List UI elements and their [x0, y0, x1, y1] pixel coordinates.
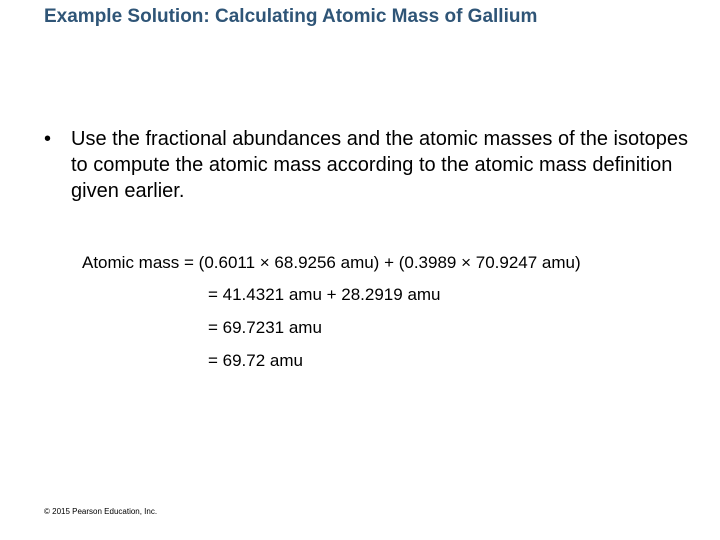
equation-line-1: Atomic mass = (0.6011 × 68.9256 amu) + (0.3989 × 70.9247 amu)	[82, 253, 581, 272]
copyright-notice: © 2015 Pearson Education, Inc.	[44, 507, 158, 516]
equation-line-4: = 69.72 amu	[208, 351, 303, 370]
equation-line-2: = 41.4321 amu + 28.2919 amu	[208, 285, 441, 304]
bullet-text: Use the fractional abundances and the atomic masses of the isotopes to compute the atomic mass according to the atomic mass definition given earlier.	[71, 128, 689, 202]
bullet-point	[44, 126, 694, 204]
slide-title: Example Solution: Calculating Atomic Mass of Gallium	[44, 6, 538, 27]
bullet-marker: •	[44, 128, 52, 150]
equation-line-3: = 69.7231 amu	[208, 318, 322, 337]
